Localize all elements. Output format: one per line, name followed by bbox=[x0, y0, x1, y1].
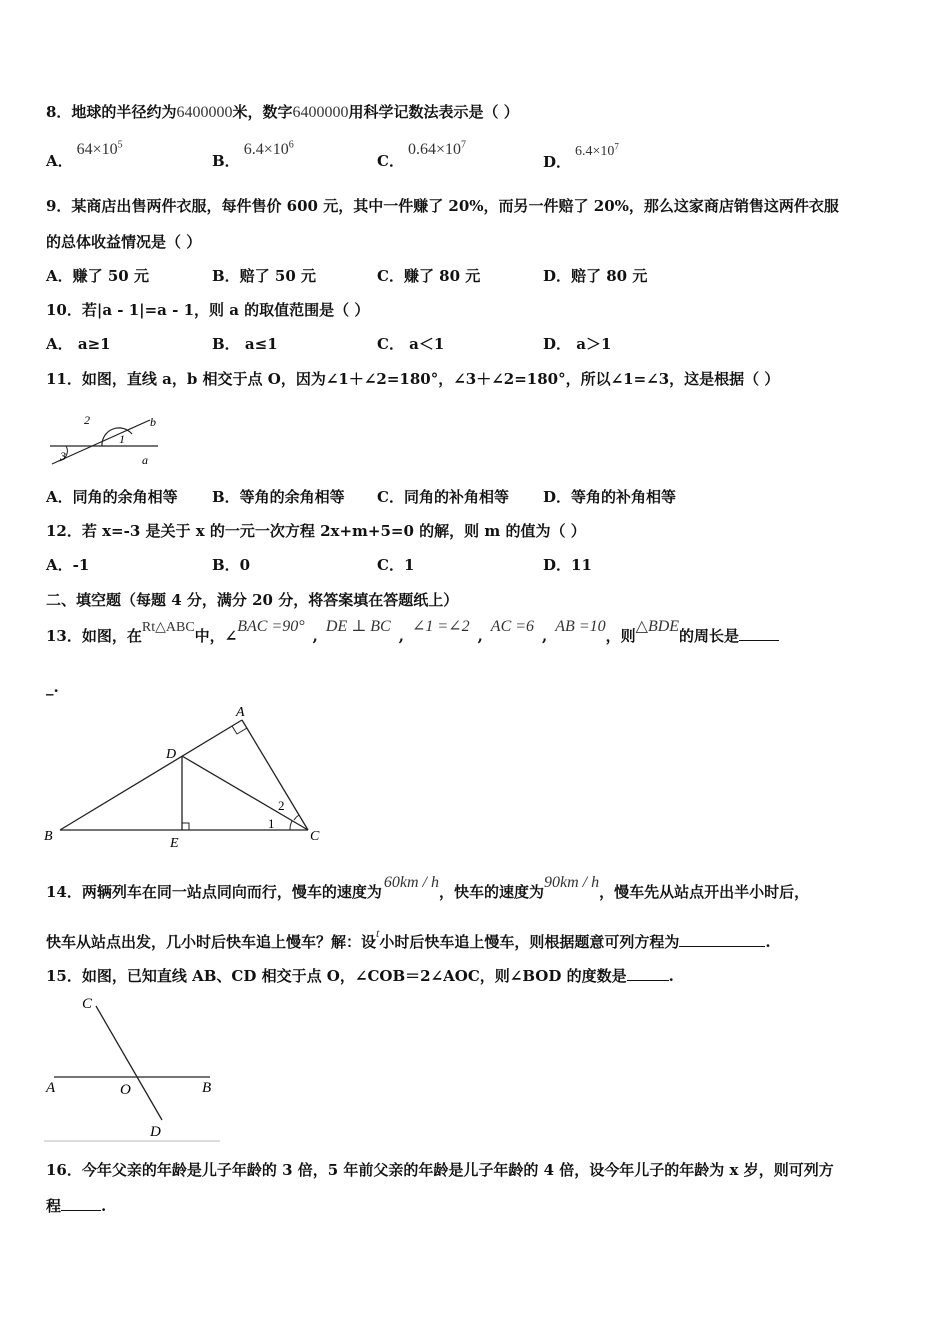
angle-2-arc bbox=[294, 815, 299, 820]
label-3: 3 bbox=[60, 449, 66, 463]
q8-option-b: B．$6.4\times 10^6$ bbox=[212, 140, 294, 171]
question-13-tail: _. bbox=[46, 678, 59, 696]
angle-2-arc bbox=[102, 428, 132, 446]
q8-option-c: C．$0.64\times 10^7$ bbox=[377, 140, 466, 171]
right-angle-e bbox=[182, 823, 189, 830]
q9-option-d: D．赔了 80 元 bbox=[543, 267, 648, 285]
angle-1-arc bbox=[290, 821, 292, 830]
label-a: A bbox=[236, 705, 245, 720]
label-b: b bbox=[150, 415, 156, 429]
q12-option-c: C．1 bbox=[377, 556, 415, 574]
q10-option-c: C． a＜1 bbox=[377, 335, 445, 353]
label-a: A bbox=[46, 1080, 56, 1096]
q8-option-d: D．$6.4\times 10^7$ bbox=[543, 141, 619, 171]
question-15-stem: 15．如图，已知直线 AB、CD 相交于点 O，∠COB＝2∠AOC，则∠BOD 的度数是 . bbox=[46, 967, 674, 985]
line-b bbox=[52, 420, 150, 464]
q12-option-b: B．0 bbox=[212, 556, 251, 574]
q15-figure bbox=[40, 990, 230, 1150]
question-9-line-2: 的总体收益情况是（ ） bbox=[46, 233, 202, 251]
q10-option-d: D． a＞1 bbox=[543, 335, 612, 353]
question-10-stem: 10．若|a - 1|=a - 1，则 a 的取值范围是（ ） bbox=[46, 301, 370, 319]
q10-option-b: B． a≤1 bbox=[212, 335, 278, 353]
question-11-stem: 11．如图，直线 a，b 相交于点 O，因为∠1＋∠2=180°，∠3＋∠2=180°，所以∠1=∠3，这是根据（ ） bbox=[46, 370, 780, 388]
q9-option-b: B．赔了 50 元 bbox=[212, 267, 316, 285]
question-8-stem: 8．地球的半径约为6400000米，数字6400000用科学记数法表示是（ ） bbox=[46, 103, 519, 121]
section-2-heading: 二、填空题（每题 4 分，满分 20 分，将答案填在答题纸上） bbox=[46, 591, 459, 609]
q12-option-a: A．-1 bbox=[46, 556, 90, 574]
q11-option-b: B．等角的余角相等 bbox=[212, 488, 345, 506]
label-c: C bbox=[82, 996, 93, 1012]
question-14-line-1: 14．两辆列车在同一站点同向而行，慢车的速度为60km / h，快车的速度为90km / h，慢车先从站点开出半小时后， bbox=[46, 874, 810, 901]
label-2: 2 bbox=[278, 798, 285, 813]
label-1: 1 bbox=[268, 816, 275, 831]
question-16-line-1: 16．今年父亲的年龄是儿子年龄的 3 倍，5 年前父亲的年龄是儿子年龄的 4 倍，设今年儿子的年龄为 x 岁，则可列方 bbox=[46, 1161, 834, 1179]
label-b: B bbox=[202, 1080, 212, 1096]
q11-figure bbox=[46, 404, 176, 474]
q11-option-c: C．同角的补角相等 bbox=[377, 488, 509, 506]
question-16-line-2: 程 . bbox=[46, 1197, 107, 1215]
side-ac bbox=[242, 720, 308, 830]
question-9-line-1: 9．某商店出售两件衣服，每件售价 600 元，其中一件赚了 20%，而另一件赔了 20%，那么这家商店销售这两件衣服 bbox=[46, 197, 839, 215]
line-cd bbox=[96, 1006, 162, 1120]
q9-option-a: A．赚了 50 元 bbox=[46, 267, 149, 285]
label-1: 1 bbox=[119, 432, 125, 446]
label-d: D bbox=[166, 747, 177, 762]
label-a: a bbox=[142, 453, 148, 467]
q10-option-a: A． a≥1 bbox=[46, 335, 111, 353]
label-o: O bbox=[120, 1082, 131, 1098]
q9-option-c: C．赚了 80 元 bbox=[377, 267, 481, 285]
q11-option-d: D．等角的补角相等 bbox=[543, 488, 677, 506]
question-14-line-2: 快车从站点出发，几小时后快车追上慢车？解：设$^t$小时后快车追上慢车，则根据题意可列方程为 . bbox=[46, 926, 771, 951]
segment-dc bbox=[182, 756, 308, 830]
q12-option-d: D．11 bbox=[543, 556, 592, 574]
label-2: 2 bbox=[84, 413, 90, 427]
question-13-stem: 13．如图，在Rt△ABC中，∠BAC =90°,DE ⊥ BC,∠1 =∠2,AC =6,AB =10，则△BDE的周长是 bbox=[46, 626, 779, 648]
q11-option-a: A．同角的余角相等 bbox=[46, 488, 178, 506]
q8-option-a: A．$64\times 10^5$ bbox=[46, 140, 123, 171]
label-d: D bbox=[150, 1124, 161, 1140]
label-c: C bbox=[310, 829, 320, 844]
label-e: E bbox=[170, 836, 179, 851]
question-12-stem: 12．若 x=-3 是关于 x 的一元一次方程 2x+m+5=0 的解，则 m 的值为（ ） bbox=[46, 522, 586, 540]
label-b: B bbox=[44, 829, 53, 844]
q13-figure bbox=[40, 700, 340, 852]
right-angle-a bbox=[232, 726, 247, 734]
